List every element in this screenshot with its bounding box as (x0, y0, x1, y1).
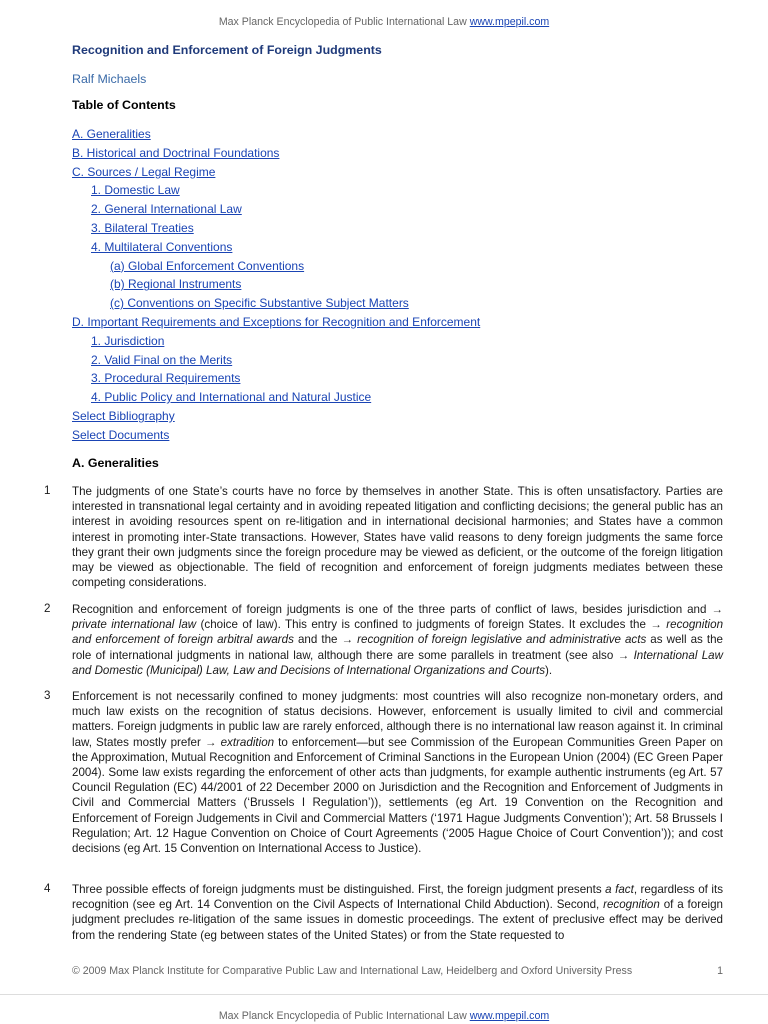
footer-copyright: © 2009 Max Planck Institute for Comparative Public Law and International Law, Heidelberg and Oxford University Press (72, 965, 633, 977)
toc-link[interactable]: 1. Domestic Law (91, 183, 180, 198)
toc-item (72, 296, 480, 315)
next-header-link[interactable]: www.mpepil.com (469, 1010, 550, 1022)
toc-item (72, 277, 480, 296)
italic-term: recognition and enforcement of foreign arbitral awards (72, 618, 724, 647)
page-number: 1 (717, 965, 723, 977)
toc-item (72, 353, 480, 372)
toc-link[interactable]: B. Historical and Doctrinal Foundations (72, 145, 280, 160)
italic-term: International Law and Domestic (Municipal) Law, Law and Decisions of International Organizations and Courts (72, 648, 723, 677)
page-footer (72, 965, 723, 977)
paragraph-text (72, 602, 723, 678)
toc-link[interactable]: Select Bibliography (72, 408, 175, 423)
running-header (0, 16, 768, 28)
text-run: of a foreign judgment precludes re-litigation of the same issues in domestic proceedings. The extent of preclusive effect may be derived from the rendering State (eg between states of the United States) or from the State requested to (72, 898, 723, 942)
toc-link[interactable]: 4. Public Policy and International and Natural Justice (91, 390, 372, 405)
article-author: Ralf Michaels (72, 72, 147, 86)
toc-item (72, 183, 480, 202)
paragraph-number: 2 (44, 602, 51, 615)
text-run: (choice of law). This entry is confined to judgments of foreign States. It excludes the → (196, 618, 667, 632)
toc-item (72, 146, 480, 165)
toc-item (72, 428, 480, 447)
toc-link[interactable]: 3. Procedural Requirements (91, 371, 241, 386)
paragraph-text (72, 882, 723, 943)
toc-link[interactable]: (b) Regional Instruments (110, 277, 242, 292)
paragraph-text (72, 484, 723, 590)
toc-item (72, 221, 480, 240)
italic-term: extradition (220, 735, 275, 749)
toc-link[interactable]: D. Important Requirements and Exceptions for Recognition and Enforcement (72, 314, 481, 329)
text-run: Three possible effects of foreign judgments must be distinguished. First, the foreign judgment presents (72, 883, 606, 896)
toc-link[interactable]: 1. Jurisdiction (91, 333, 165, 348)
toc-item (72, 127, 480, 146)
paragraph-number: 3 (44, 689, 51, 702)
toc-link[interactable]: 3. Bilateral Treaties (91, 220, 194, 235)
header-source: Max Planck Encyclopedia of Public International Law (218, 16, 467, 28)
toc-link[interactable]: 4. Multilateral Conventions (91, 239, 233, 254)
toc-heading: Table of Contents (72, 98, 176, 112)
toc-item (72, 390, 480, 409)
text-run: Enforcement is not necessarily confined to money judgments: most countries will also recognize non-monetary orders, and much law exists on the recognition of status decisions. However, enforcement is usually limited to civil and commercial matters. Foreign judgments in public law are rarely enforced, although there is no international law reason against it. In criminal law, States mostly prefer → (72, 690, 723, 749)
toc-item (72, 259, 480, 278)
toc-link[interactable]: C. Sources / Legal Regime (72, 164, 216, 179)
text-run: and the → (293, 633, 358, 647)
paragraph-text (72, 689, 723, 856)
text-run: ). (545, 663, 553, 677)
text-run: Recognition and enforcement of foreign judgments is one of the three parts of conflict of laws, besides jurisdiction and → (72, 603, 723, 616)
paragraph-number: 1 (44, 484, 51, 497)
text-run: to enforcement—but see Commission of the European Communities Green Paper on the Approximation, Mutual Recognition and Enforcement of Criminal Sanctions in the European Union (2004) (EC Green Paper 2004). Some law exists regarding the enforcement of other acts than judgments, for example authentic instruments (eg Art. 57 Council Regulation (EC) 44/2001 of 22 December 2000 on Jurisdiction and the Recognition and Enforcement of Judgments in Civil and Commercial Matters (‘Brussels I Regulation’)), settlements (eg Art. 19 Convention on the Recognition and Enforcement of Foreign Judgements in Civil and Commercial Matters (‘1971 Hague Judgments Convention’); Art. 58 Brussels I Regulation; Art. 12 Hague Convention on Choice of Court Agreements (‘2005 Hague Choice of Court Convention’)); and cost decisions (eg Art. 15 Convention on International Access to Justice). (72, 735, 724, 856)
italic-term: a fact (605, 883, 634, 896)
next-page-header (0, 1010, 768, 1022)
next-header-source: Max Planck Encyclopedia of Public International Law (218, 1010, 467, 1022)
italic-term: private international law (72, 618, 197, 632)
article-title: Recognition and Enforcement of Foreign Judgments (72, 43, 382, 57)
toc-item (72, 371, 480, 390)
toc-item (72, 334, 480, 353)
toc-item (72, 409, 480, 428)
table-of-contents (72, 127, 480, 447)
toc-link[interactable]: (a) Global Enforcement Conventions (110, 258, 305, 273)
text-run: , regardless of its recognition (see eg Art. 14 Convention on the Civil Aspects of International Child Abduction). Second, (72, 883, 723, 912)
paragraph-number: 4 (44, 882, 51, 895)
header-link[interactable]: www.mpepil.com (469, 16, 550, 28)
italic-term: recognition of foreign legislative and administrative acts (357, 633, 647, 647)
italic-term: recognition (603, 898, 660, 912)
toc-link[interactable]: (c) Conventions on Specific Substantive Subject Matters (110, 296, 409, 311)
toc-item (72, 202, 480, 221)
text-run: as well as the role of international judgments in national law, although there are some parallels in treatment (see also → (72, 633, 723, 662)
section-heading: A. Generalities (72, 456, 159, 470)
text-run: The judgments of one State’s courts have no force by themselves in another State. This is often unsatisfactory. Parties are interested in transnational legal certainty and in avoiding repeated litigation and conflicting decisions; the general public has an interest in avoiding resources spent on re-litigation and in international decisional harmonies; and States have a common interest in promoting inter-State transactions. However, States have valid reasons to deny foreign judgments the same force they grant their own judgments since the foreign procedure may be viewed as deficient, or the outcome of the foreign litigation may be viewed as objectionable. The field of recognition and enforcement of foreign judgments mediates between these competing considerations. (72, 485, 723, 590)
page-divider (0, 994, 768, 995)
toc-item (72, 165, 480, 184)
toc-link[interactable]: 2. Valid Final on the Merits (91, 352, 233, 367)
toc-link[interactable]: Select Documents (72, 427, 170, 442)
toc-item (72, 240, 480, 259)
toc-link[interactable]: 2. General International Law (91, 202, 242, 217)
toc-item (72, 315, 480, 334)
toc-link[interactable]: A. Generalities (72, 127, 151, 141)
